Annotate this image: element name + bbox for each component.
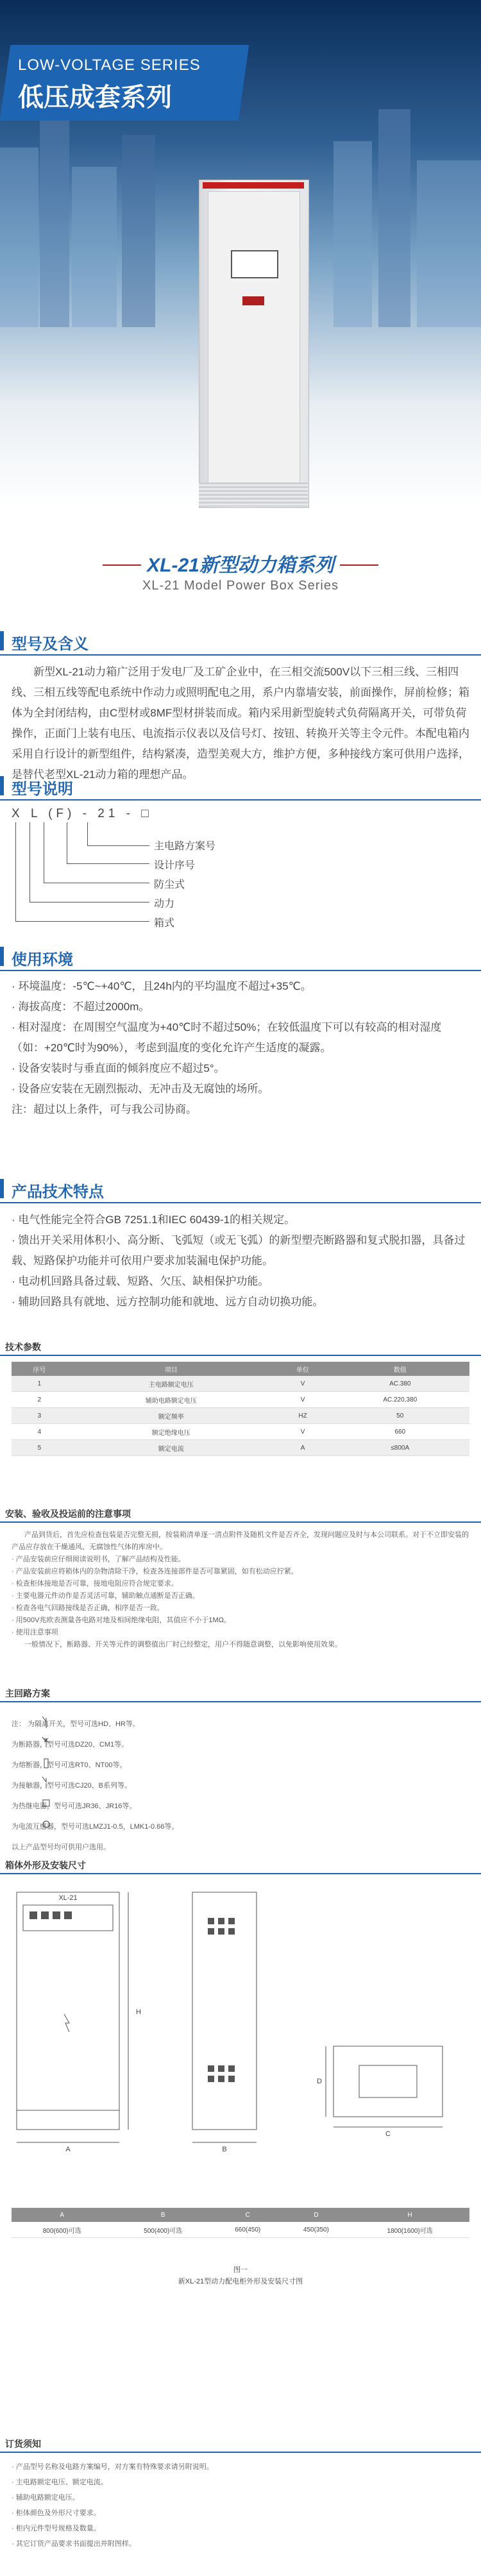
section-title: 箱体外形及安装尺寸 (5, 1860, 86, 1870)
env-item: · 海拔高度：不超过2000m。 (12, 1001, 150, 1013)
building-silhouette (0, 148, 38, 327)
dim-label-B: B (222, 2146, 227, 2153)
table-header: D (282, 2208, 351, 2222)
tech-list (12, 1210, 469, 1312)
table-header: 项目 (67, 1362, 275, 1376)
cell: 660 (330, 1424, 469, 1440)
fuse-symbol-icon (44, 1759, 48, 1768)
base-plan-outline (333, 2046, 443, 2117)
section-title: 产品技术特点 (12, 1183, 104, 1201)
env-item: · 环境温度：-5℃~+40℃，且24h内的平均温度不超过+35℃。 (12, 980, 312, 992)
table-header: 序号 (12, 1362, 67, 1376)
circuit-list (12, 1714, 469, 1858)
front-view-title: XL-21 (58, 1894, 78, 1902)
env-item: · 设备应安装在无剧烈振动、无冲击及无腐蚀的场所。 (12, 1083, 269, 1095)
danger-icon (64, 2014, 69, 2032)
cell: 50 (330, 1408, 469, 1424)
params-table (12, 1362, 469, 1456)
dimension-drawing (0, 1879, 481, 2200)
section-rule (0, 799, 481, 801)
building-silhouette (72, 167, 117, 327)
install-text (12, 1529, 469, 1651)
table-header-row (12, 1362, 469, 1376)
cell: 1800(1600)可选 (350, 2222, 469, 2238)
cell: 5 (12, 1440, 67, 1456)
section-rule (0, 2452, 481, 2453)
figure-number: 图一 (233, 2266, 248, 2274)
code-label: 动力 (154, 899, 175, 910)
circuit-line: 为熔断器，型号可选RT0、NT00等。 (12, 1761, 127, 1769)
cell: AC.380 (330, 1376, 469, 1392)
env-item: · 设备安装时与垂直面的倾斜度应不超过5°。 (12, 1062, 225, 1074)
dim-label-C: C (385, 2130, 391, 2138)
install-line: · 主要电器元件动作是否灵活可靠，辅助触点通断是否正确。 (12, 1592, 199, 1600)
section-header-model (0, 771, 481, 801)
table-header: B (112, 2208, 213, 2222)
section-header-env (0, 942, 481, 971)
product-subtitle: XL-21 Model Power Box Series (142, 579, 339, 593)
table-header: 单位 (275, 1362, 331, 1376)
order-item: · 产品型号名称及电路方案编号，对方案有特殊要求请另附说明。 (12, 2463, 214, 2471)
section-bar (0, 1179, 4, 1198)
cell: HZ (275, 1408, 331, 1424)
cell: 660(450) (214, 2222, 282, 2238)
install-line: · 用500V兆欧表测量各电路对地及相间绝缘电阻，其值应不小于1MΩ。 (12, 1616, 231, 1624)
dim-label-D: D (317, 2078, 322, 2085)
cell: 主电路额定电压 (67, 1376, 275, 1392)
product-title: XL-21新型动力箱系列 (147, 555, 334, 576)
circuit-line: 为接触器，型号可选CJ20、B系列等。 (12, 1782, 132, 1790)
table-row (12, 1376, 469, 1392)
cell: 3 (12, 1408, 67, 1424)
order-item: · 主电路额定电压、额定电流。 (12, 2479, 108, 2486)
install-line: 产品到货后，首先应检查包装是否完整无损，按装箱清单逐一清点附件及随机文件是否齐全，发现问题应及时与本公司联系。对于不立即安装的产品应存放在干燥通风、无腐蚀性气体的库房中。 (12, 1531, 469, 1551)
building-silhouette (40, 115, 69, 327)
series-subtitle-en: LOW-VOLTAGE SERIES (18, 56, 201, 74)
section-header-meaning (0, 626, 481, 656)
section-title: 使用环境 (12, 951, 73, 969)
figure-caption (0, 2264, 481, 2287)
table-header: 数值 (330, 1362, 469, 1376)
order-item: · 柜体颜色及外形尺寸要求。 (12, 2509, 101, 2517)
section-title: 技术参数 (5, 1342, 41, 1352)
series-subtitle-cn: 低压成套系列 (18, 83, 172, 112)
dim-label-A: A (65, 2146, 71, 2153)
section-header-tech (0, 1174, 481, 1203)
side-view-outline (192, 1892, 257, 2130)
side-vents (208, 1918, 235, 2082)
table-row (12, 1392, 469, 1408)
section-title: 型号及含义 (12, 636, 89, 653)
section-bar (0, 947, 4, 966)
env-item: · 相对湿度：在周围空气温度为+40℃时不超过50%；在较低温度下可以有较高的相对湿度（如：+20℃时为90%），考虑到温度的变化允许产生适度的凝露。 (12, 1021, 442, 1054)
cabinet-door (208, 191, 300, 486)
section-title: 订货须知 (5, 2439, 41, 2449)
install-line: · 使用注意事项 (12, 1629, 58, 1636)
contactor-symbol-icon (42, 1777, 46, 1788)
section-title: 型号说明 (12, 781, 73, 798)
section-rule (0, 1355, 481, 1356)
tech-item: · 电气性能完全符合GB 7251.1和IEC 60439-1的相关规定。 (12, 1214, 296, 1226)
cell: 辅助电路额定电压 (67, 1392, 275, 1408)
code-label: 防尘式 (154, 879, 185, 890)
table-row (12, 2222, 469, 2238)
circuit-line: 为热继电器，型号可选JR36、JR16等。 (12, 1802, 137, 1810)
env-note: 注：超过以上条件，可与我公司协商。 (12, 1103, 197, 1115)
cell: V (275, 1376, 331, 1392)
install-line: 一般情况下，断路器、开关等元件的调整值出厂时已经整定，用户不得随意调整，以免影响使用效果。 (24, 1641, 342, 1648)
section-bar (0, 631, 4, 650)
base-plan-opening (359, 2065, 417, 2097)
cabinet-top-stripe (203, 182, 304, 189)
table-row (12, 1424, 469, 1440)
cell: 额定电流 (67, 1440, 275, 1456)
cabinet-nameplate (242, 296, 264, 305)
code-label: 主电路方案号 (154, 841, 216, 852)
meaning-text: 新型XL-21动力箱广泛用于发电厂及工矿企业中，在三相交流500V以下三相三线、三相四线、三相五线等配电系统中作动力或照明配电之用，系户内靠墙安装，前面操作，屏前检修；箱体为全封闭结构，由C型材或8MF型材拼装而成。箱内采用新型旋转式负荷隔离开关，可带负荷操作，正面门上装有电压、电流指示仪表以及信号灯、按钮、转换开关等主令元件。本配电箱内采用自行设计的新型组件，结构紧凑，造型美观大方，维护方便，多种接线方案可供用户选择，是替代老型XL-21动力箱的理想产品。 (12, 666, 469, 781)
install-line: · 产品安装前应将箱体内的杂物清除干净，检查各连接部件是否可靠紧固，如有松动应拧紧。 (12, 1568, 298, 1575)
cell: 2 (12, 1392, 67, 1408)
front-view-outline (17, 1892, 119, 2130)
cell: 1 (12, 1376, 67, 1392)
cell: 500(400)可选 (112, 2222, 213, 2238)
cell: A (275, 1440, 331, 1456)
section-title: 主回路方案 (5, 1688, 50, 1699)
table-header: A (12, 2208, 112, 2222)
table-header: H (350, 2208, 469, 2222)
section-rule (0, 654, 481, 656)
ct-symbol-icon (43, 1821, 49, 1827)
breaker-symbol-icon (42, 1737, 48, 1747)
table-row (12, 1408, 469, 1424)
section-rule (0, 1521, 481, 1523)
circuit-line: 为断路器，型号可选DZ20、CM1等。 (12, 1741, 129, 1749)
order-item: · 柜内元件型号规格及数量。 (12, 2525, 101, 2532)
install-line: · 产品安装前应仔细阅读说明书，了解产品结构及性能。 (12, 1555, 185, 1563)
section-rule (0, 1202, 481, 1203)
code-label: 箱式 (154, 918, 175, 929)
building-silhouette (122, 135, 155, 327)
cabinet-vent (199, 482, 308, 507)
cell: 额定绝缘电压 (67, 1424, 275, 1440)
cell: V (275, 1424, 331, 1440)
install-line: · 检查各电气回路接线是否正确，相序是否一致。 (12, 1604, 164, 1612)
code-bracket (15, 822, 149, 922)
order-item: · 辅助电路额定电压。 (12, 2494, 80, 2502)
cell: AC.220,380 (330, 1392, 469, 1408)
tech-item: · 辅助回路具有就地、远方控制功能和就地、远方自动切换功能。 (12, 1296, 324, 1308)
cell: V (275, 1392, 331, 1408)
circuit-line: 以上产品型号均可供用户选用。 (12, 1843, 110, 1851)
meter-row (30, 1911, 72, 1919)
section-title: 安装、验收及投运前的注意事项 (5, 1509, 131, 1519)
code-label: 设计序号 (154, 860, 196, 871)
cell: ≤800A (330, 1440, 469, 1456)
table-row (12, 1440, 469, 1456)
env-list (12, 976, 469, 1120)
section-rule (0, 970, 481, 971)
table-header-row (12, 2208, 469, 2222)
building-silhouette (417, 160, 481, 327)
front-view-plinth (17, 2110, 119, 2130)
circuit-line: 注： 为隔离开关，型号可选HD、HR等。 (12, 1720, 140, 1728)
table-header: C (214, 2208, 282, 2222)
order-list (12, 2459, 469, 2552)
section-rule (0, 1873, 481, 1874)
cell: 800(600)可选 (12, 2222, 112, 2238)
dim-label-H: H (136, 2008, 141, 2016)
relay-symbol-icon (43, 1800, 49, 1806)
building-silhouette (333, 141, 372, 327)
section-rule (0, 1701, 481, 1702)
cell: 额定频率 (67, 1408, 275, 1424)
tech-item: · 电动机回路具备过载、短路、欠压、缺相保护功能。 (12, 1275, 269, 1287)
figure-title: 新XL-21型动力配电柜外形及安装尺寸图 (178, 2278, 303, 2285)
building-silhouette (378, 109, 410, 327)
model-code: X L (F) - 21 - □ (12, 807, 153, 820)
cell: 4 (12, 1424, 67, 1440)
tech-item: · 馈出开关采用体积小、高分断、飞弧短（或无飞弧）的新型塑壳断路器和复式脱扣器，具备过载、短路保护功能并可依用户要求加装漏电保护功能。 (12, 1234, 466, 1267)
cell: 450(350) (282, 2222, 351, 2238)
install-line: · 检查柜体接地是否可靠，接地电阻应符合规定要求。 (12, 1580, 178, 1588)
section-bar (0, 776, 4, 795)
dimension-table (12, 2208, 469, 2238)
circuit-line: 为电流互感器，型号可选LMZJ1-0.5，LMK1-0.66等。 (12, 1823, 179, 1831)
isolator-symbol-icon (42, 1716, 46, 1728)
circuit-symbols (37, 1716, 56, 1845)
cabinet-meter (231, 250, 278, 278)
order-item: · 其它订货产品要求书面提出并附图样。 (12, 2540, 136, 2548)
